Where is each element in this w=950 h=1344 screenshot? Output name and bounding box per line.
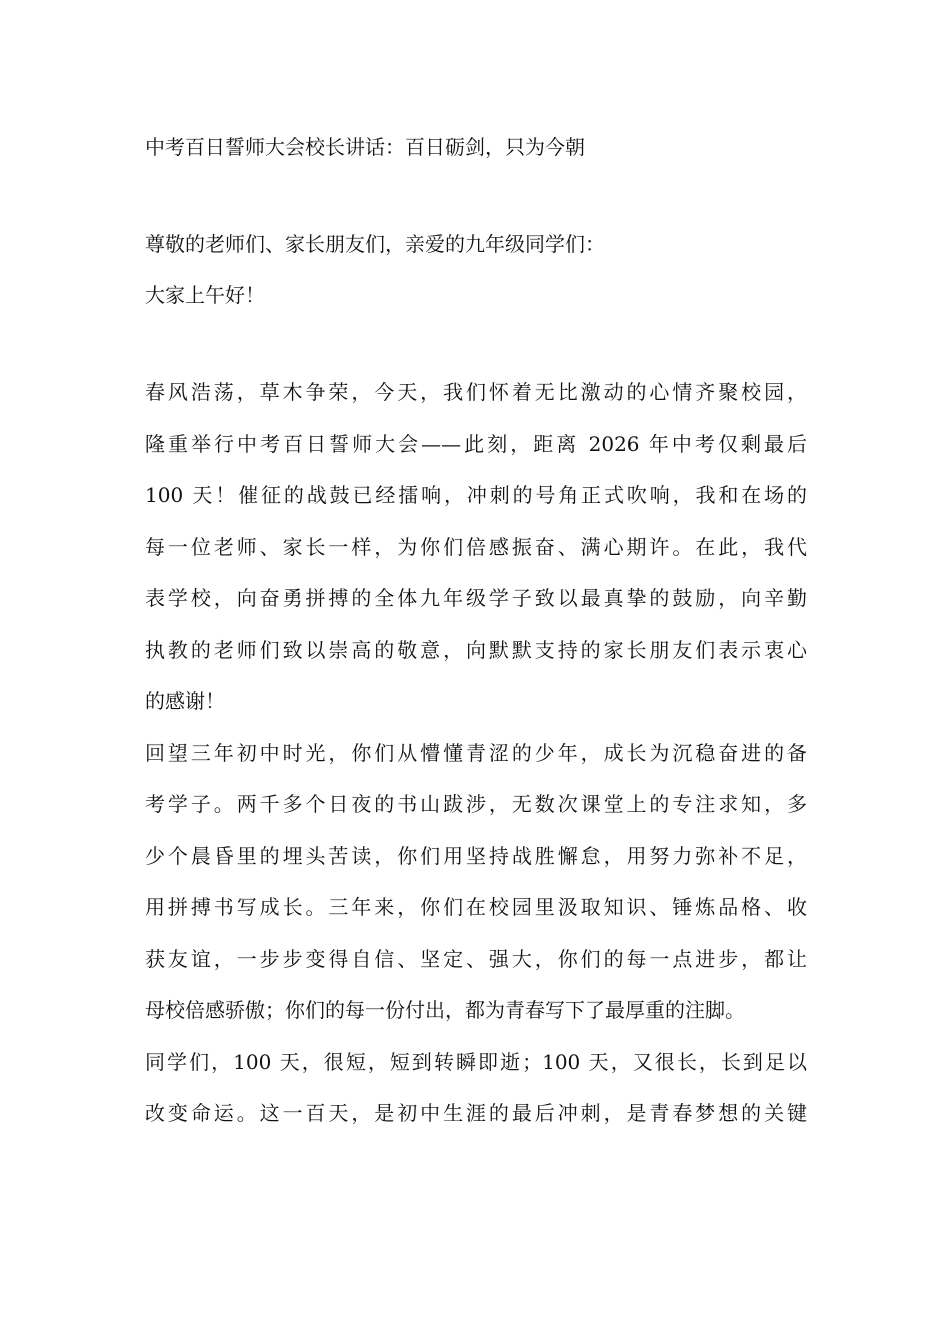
paragraph-line: 的感谢！: [145, 689, 225, 713]
paragraph-line: 表学校，向奋勇拼搏的全体九年级学子致以最真挚的鼓励，向辛勤: [145, 586, 807, 610]
paragraph-hundred-days: [145, 1049, 807, 1127]
greeting: 大家上午好！: [145, 283, 265, 307]
document-body: [145, 134, 807, 1152]
paragraph-line: 回望三年初中时光，你们从懵懂青涩的少年，成长为沉稳奋进的备: [145, 740, 807, 765]
paragraph-line: 执教的老师们致以崇高的敬意，向默默支持的家长朋友们表示衷心: [145, 637, 807, 662]
paragraph-line: 获友谊，一步步变得自信、坚定、强大，你们的每一点进步，都让: [145, 946, 807, 971]
document-title: 中考百日誓师大会校长讲话：百日砺剑，只为今朝: [145, 135, 585, 159]
paragraph-line: 考学子。两千多个日夜的书山跋涉，无数次课堂上的专注求知，多: [145, 792, 807, 816]
paragraph-line: 100 天！催征的战鼓已经擂响，冲刺的号角正式吹响，我和在场的: [145, 483, 807, 507]
paragraph-line: 少个晨昏里的埋头苦读，你们用坚持战胜懈怠，用努力弥补不足，: [145, 843, 807, 868]
paragraph-line: 改变命运。这一百天，是初中生涯的最后冲刺，是青春梦想的关键: [145, 1101, 807, 1125]
paragraph-line: 春风浩荡，草木争荣，今天，我们怀着无比激动的心情齐聚校园，: [145, 380, 807, 404]
paragraph-line: 同学们，100 天，很短，短到转瞬即逝；100 天，又很长，长到足以: [145, 1049, 807, 1074]
salutation: 尊敬的老师们、家长朋友们，亲爱的九年级同学们：: [145, 232, 605, 256]
paragraph-opening: [145, 379, 807, 714]
paragraph-line: 隆重举行中考百日誓师大会——此刻，距离 2026 年中考仅剩最后: [145, 431, 807, 456]
paragraph-line: 用拼搏书写成长。三年来，你们在校园里汲取知识、锤炼品格、收: [145, 895, 807, 919]
paragraph-retrospect: [145, 740, 807, 1024]
paragraph-line: 每一位老师、家长一样，为你们倍感振奋、满心期许。在此，我代: [145, 534, 807, 559]
paragraph-line: 母校倍感骄傲；你们的每一份付出，都为青春写下了最厚重的注脚。: [145, 998, 745, 1022]
